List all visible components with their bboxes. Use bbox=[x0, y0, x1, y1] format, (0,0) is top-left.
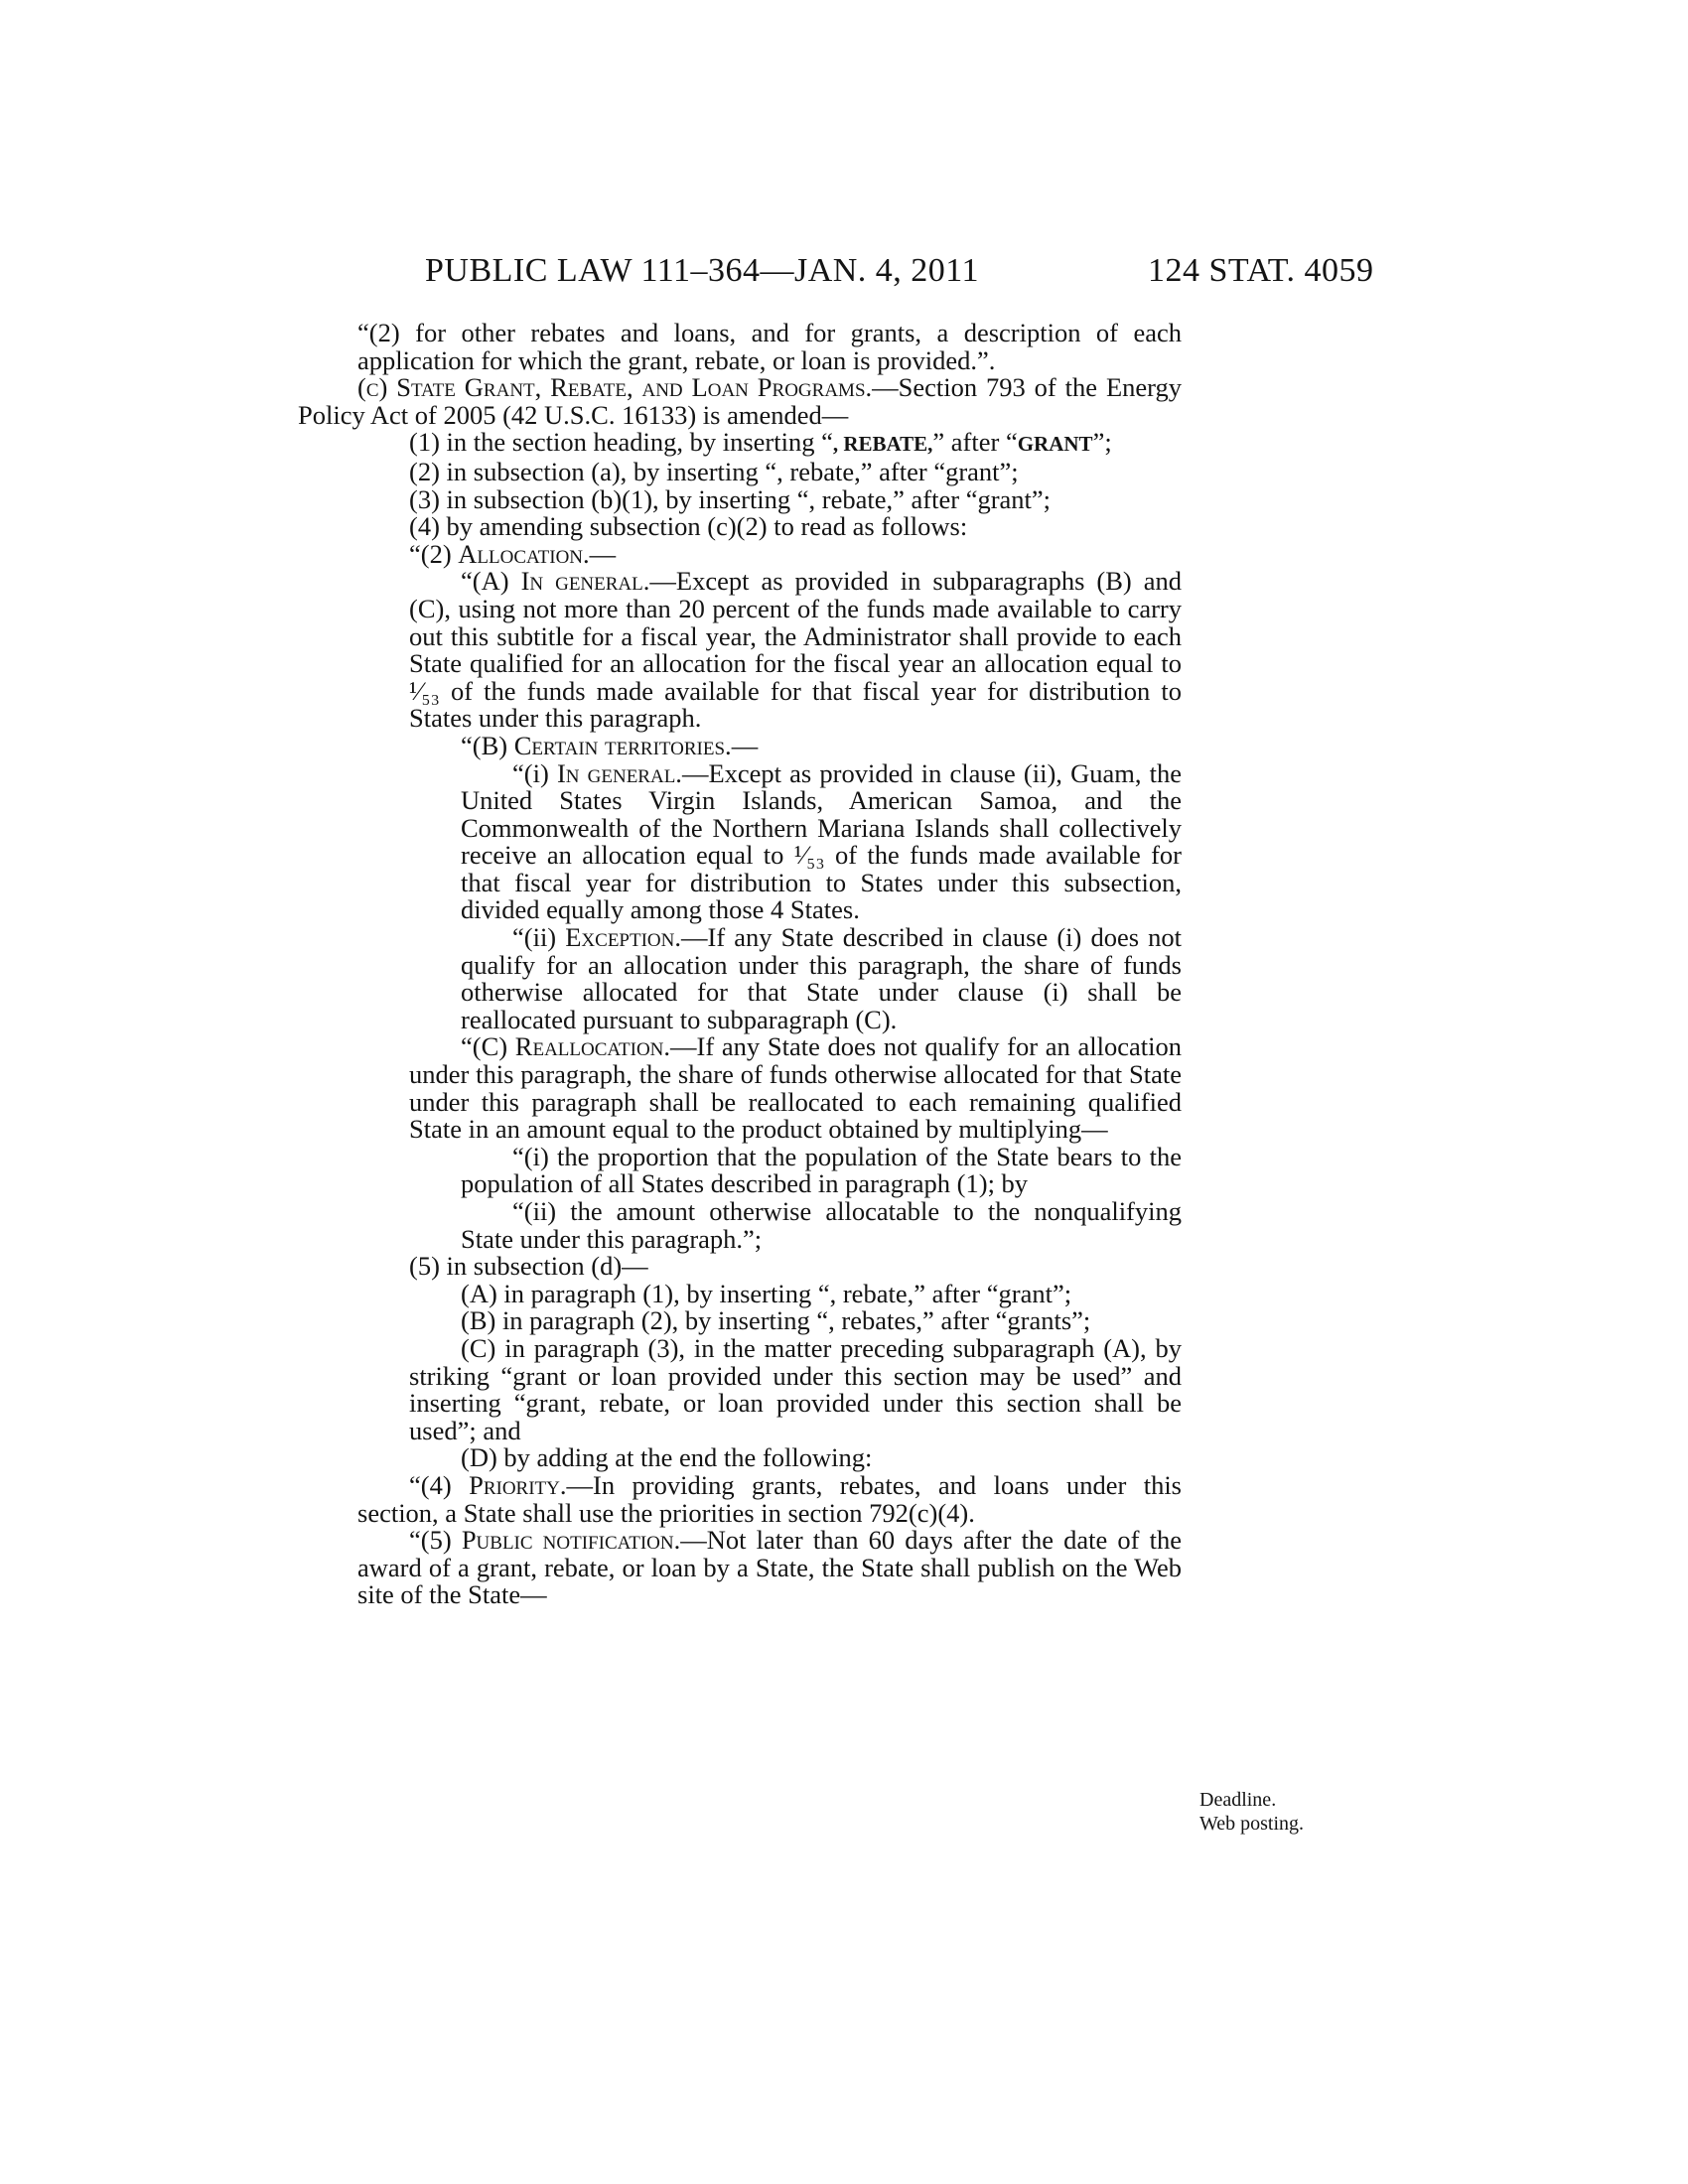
paragraph-text: —Except as provided in subparagraphs (B) and (C), using not more than 20 percent of the funds made available to carry out this subtitle for a fiscal year, the Administrator shall provide to each State qualified for an allocation for the fiscal year an allocation equal to ¹⁄₅₃ of the funds made available for that fiscal year for distribution to States under this paragraph. bbox=[409, 566, 1182, 734]
paragraph-text: (3) in subsection (b)(1), by inserting “, rebate,” after “grant”; bbox=[409, 483, 1052, 514]
subsection-heading: (c) State Grant, Rebate, and Loan Programs. bbox=[357, 372, 873, 403]
bold-text: , REBATE, bbox=[832, 432, 933, 457]
paragraph-text: —Not later than 60 days after the date of the award of a grant, rebate, or loan by a State, the State shall publish on the Web site of the State— bbox=[357, 1525, 1182, 1610]
paragraph-text: (1) in the section heading, by inserting “ bbox=[409, 427, 833, 458]
amendment-3 bbox=[298, 483, 1182, 514]
paragraph-text: “(C) bbox=[461, 1031, 515, 1062]
paragraph-heading: Certain territories. bbox=[513, 730, 732, 760]
multiplier-ii bbox=[298, 1198, 1182, 1253]
amendment-1 bbox=[298, 429, 1182, 459]
document-body bbox=[298, 320, 1182, 1609]
paragraph-text: — bbox=[731, 730, 759, 760]
amendment-5 bbox=[298, 1253, 1182, 1281]
paragraph-text: “(i) the proportion that the population of the State bears to the population of all States described in paragraph (1); by bbox=[461, 1141, 1182, 1199]
paragraph-text: (A) in paragraph (1), by inserting “, rebate,” after “grant”; bbox=[461, 1278, 1072, 1308]
paragraph-text: (2) in subsection (a), by inserting “, rebate,” after “grant”; bbox=[409, 456, 1019, 486]
subparagraph-a bbox=[298, 568, 1182, 733]
margin-note-deadline: Deadline. bbox=[1199, 1789, 1277, 1811]
paragraph-text: ”; bbox=[1092, 427, 1112, 458]
amendment-5b bbox=[298, 1307, 1182, 1335]
amendment-5a bbox=[298, 1278, 1182, 1308]
paragraph-heading: Reallocation. bbox=[514, 1031, 671, 1062]
paragraph-text: —If any State does not qualify for an allocation under this paragraph, the share of funds otherwise allocated for that State under this paragraph shall be reallocated to each remaining qualified State in an amount equal to the product obtained by multiplying— bbox=[409, 1031, 1182, 1145]
paragraph-text: —Except as provided in clause (ii), Guam, the United States Virgin Islands, American Samoa, and the Commonwealth of the Northern Mariana Islands shall collectively receive an allocation equal to ¹⁄₅₃ of the funds made available for that fiscal year for distribution to States under this subsection, divided equally among those 4 States. bbox=[461, 757, 1183, 925]
subparagraph-b bbox=[298, 730, 1182, 760]
clause-ii bbox=[298, 924, 1182, 1033]
paragraph-text: “(2) bbox=[409, 538, 459, 569]
paragraph-heading: Priority. bbox=[469, 1469, 567, 1500]
paragraph-text: “(B) bbox=[461, 730, 514, 760]
subparagraph-c bbox=[298, 1033, 1182, 1143]
multiplier-i bbox=[298, 1141, 1182, 1199]
amendment-2 bbox=[298, 456, 1182, 486]
paragraph-heading: In general. bbox=[520, 566, 650, 597]
paragraph-2-description bbox=[298, 320, 1182, 374]
paragraph-public-notification bbox=[298, 1527, 1182, 1609]
paragraph-text: (C) in paragraph (3), in the matter preceding subparagraph (A), by striking “grant or loan provided under this section may be used” and inserting “grant, rebate, or loan provided under this section shall be used”; and bbox=[409, 1332, 1182, 1445]
paragraph-heading: Exception. bbox=[565, 922, 681, 953]
paragraph-heading: Allocation. bbox=[458, 538, 590, 569]
subsection-c bbox=[298, 374, 1182, 429]
amendment-5d bbox=[298, 1444, 1182, 1472]
bold-text: GRANT bbox=[1017, 432, 1093, 457]
paragraph-text: “(2) for other rebates and loans, and for grants, a description of each application for which the grant, rebate, or loan is provided.”. bbox=[357, 318, 1182, 375]
paragraph-text: — bbox=[589, 538, 617, 569]
paragraph-text: “(i) bbox=[512, 757, 557, 788]
paragraph-allocation bbox=[298, 538, 1182, 569]
paragraph-text: —In providing grants, rebates, and loans under this section, a State shall use the priorities in section 792(c)(4). bbox=[357, 1469, 1182, 1528]
paragraph-text: “(ii) the amount otherwise allocatable to the nonqualifying State under this paragraph.”; bbox=[461, 1196, 1182, 1254]
paragraph-text: “(ii) bbox=[512, 922, 566, 953]
paragraph-text: “(5) bbox=[409, 1525, 462, 1556]
paragraph-text: —If any State described in clause (i) does not qualify for an allocation under this paragraph, the share of funds otherwise allocated for that State under clause (i) shall be reallocated pursuant to subparagraph (C). bbox=[461, 922, 1182, 1034]
paragraph-heading: In general. bbox=[556, 757, 682, 788]
paragraph-heading: Public notification. bbox=[461, 1525, 681, 1556]
paragraph-text: ” after “ bbox=[932, 427, 1018, 458]
paragraph-text: (4) by amending subsection (c)(2) to read as follows: bbox=[409, 511, 968, 542]
paragraph-priority bbox=[298, 1469, 1182, 1528]
margin-note-web-posting: Web posting. bbox=[1199, 1813, 1305, 1835]
paragraph-text: —Section 793 of the Energy Policy Act of 2005 (42 U.S.C. 16133) is amended— bbox=[298, 372, 1182, 430]
paragraph-text: (5) in subsection (d)— bbox=[409, 1251, 648, 1282]
clause-i bbox=[298, 757, 1183, 925]
running-header-title: PUBLIC LAW 111–364—JAN. 4, 2011 bbox=[425, 252, 980, 289]
paragraph-text: (D) by adding at the end the following: bbox=[461, 1442, 873, 1473]
paragraph-text: “(4) bbox=[409, 1469, 470, 1500]
amendment-5c bbox=[298, 1332, 1182, 1445]
paragraph-text: (B) in paragraph (2), by inserting “, rebates,” after “grants”; bbox=[461, 1305, 1091, 1336]
amendment-4 bbox=[298, 513, 1182, 541]
running-header-page-number: 124 STAT. 4059 bbox=[1148, 252, 1374, 289]
paragraph-text: “(A) bbox=[461, 566, 521, 597]
